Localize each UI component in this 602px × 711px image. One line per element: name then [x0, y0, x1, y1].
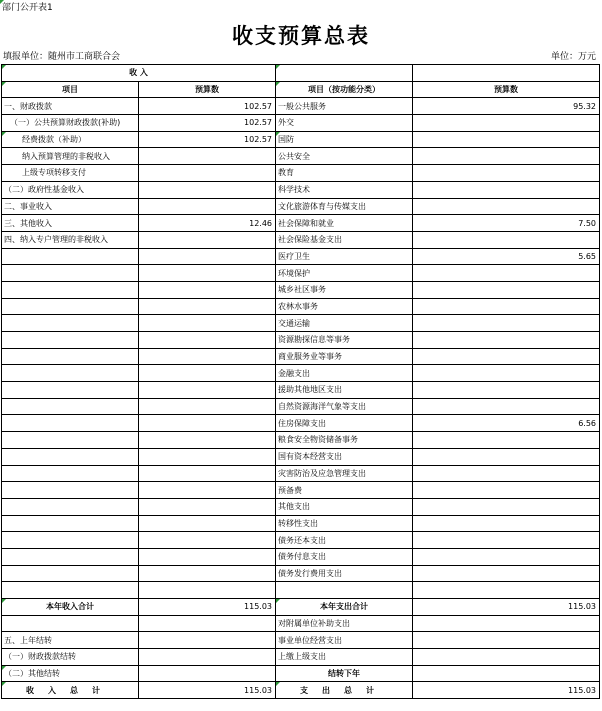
currency-unit: 单位：万元	[550, 52, 596, 62]
income-item-cell	[2, 448, 139, 465]
income-item-cell: （二）其他结转	[2, 665, 139, 682]
expense-item-cell: 上缴上级支出	[276, 649, 413, 666]
income-budget-cell	[139, 382, 276, 399]
income-grand-total-value: 115.03	[139, 682, 276, 699]
expense-budget-cell	[413, 448, 600, 465]
income-item-cell	[2, 265, 139, 282]
expense-item-cell: 社会保险基金支出	[276, 231, 413, 248]
income-item-cell	[2, 315, 139, 332]
header-row-group	[2, 65, 600, 82]
table-row	[2, 415, 600, 432]
income-budget-cell	[139, 148, 276, 165]
income-item-cell: 上级专项转移支付	[2, 165, 139, 182]
income-item-cell	[2, 548, 139, 565]
expense-budget-cell	[413, 632, 600, 649]
expense-budget-cell	[413, 382, 600, 399]
grand-total-row	[2, 682, 600, 699]
income-budget-cell: 102.57	[139, 115, 276, 132]
income-budget-cell	[139, 265, 276, 282]
table-row	[2, 131, 600, 148]
expense-item-cell: 科学技术	[276, 181, 413, 198]
expense-blank-header-2	[413, 65, 600, 82]
table-row	[2, 398, 600, 415]
income-item-cell	[2, 248, 139, 265]
expense-budget-cell: 95.32	[413, 98, 600, 115]
expense-item-cell: 国有资本经营支出	[276, 448, 413, 465]
expense-item-cell: 住房保障支出	[276, 415, 413, 432]
expense-item-cell: 债务付息支出	[276, 548, 413, 565]
income-item-cell	[2, 565, 139, 582]
expense-budget-cell	[413, 365, 600, 382]
income-item-cell	[2, 415, 139, 432]
income-year-total-value: 115.03	[139, 599, 276, 616]
income-item-cell	[2, 332, 139, 349]
expense-budget-cell	[413, 231, 600, 248]
income-item-cell: （一）公共预算财政拨款(补助)	[2, 115, 139, 132]
expense-budget-cell: 5.65	[413, 248, 600, 265]
income-budget-cell	[139, 532, 276, 549]
expense-item-cell: 灾害防治及应急管理支出	[276, 465, 413, 482]
expense-budget-cell	[413, 298, 600, 315]
table-row	[2, 248, 600, 265]
table-row	[2, 665, 600, 682]
expense-blank-header	[276, 65, 413, 82]
expense-item-cell: 债务发行费用支出	[276, 565, 413, 582]
expense-budget-header: 预算数	[413, 81, 600, 98]
expense-item-cell: 农林水事务	[276, 298, 413, 315]
expense-budget-cell	[413, 148, 600, 165]
expense-budget-cell	[413, 498, 600, 515]
table-row	[2, 198, 600, 215]
expense-budget-cell	[413, 649, 600, 666]
expense-budget-cell	[413, 482, 600, 499]
table-row	[2, 165, 600, 182]
table-row	[2, 582, 600, 599]
table-row	[2, 482, 600, 499]
expense-item-cell: 商业服务业等事务	[276, 348, 413, 365]
income-item-header: 项目	[2, 81, 139, 98]
table-row	[2, 432, 600, 449]
table-row	[2, 515, 600, 532]
income-budget-cell	[139, 465, 276, 482]
expense-budget-cell	[413, 348, 600, 365]
income-budget-cell	[139, 281, 276, 298]
income-item-cell	[2, 498, 139, 515]
expense-budget-cell	[413, 315, 600, 332]
year-total-row	[2, 599, 600, 616]
expense-budget-cell	[413, 181, 600, 198]
expense-budget-cell	[413, 465, 600, 482]
income-item-cell	[2, 532, 139, 549]
income-budget-cell: 102.57	[139, 131, 276, 148]
expense-item-cell: 医疗卫生	[276, 248, 413, 265]
income-item-cell: 二、事业收入	[2, 198, 139, 215]
expense-grand-total-value: 115.03	[413, 682, 600, 699]
expense-budget-cell	[413, 198, 600, 215]
income-item-cell: 三、其他收入	[2, 215, 139, 232]
income-item-cell: （一）财政拨款结转	[2, 649, 139, 666]
income-grand-total-label: 收入总计	[2, 682, 139, 699]
income-item-cell: 纳入预算管理的非税收入	[2, 148, 139, 165]
income-budget-cell	[139, 548, 276, 565]
income-item-cell	[2, 281, 139, 298]
expense-budget-cell	[413, 432, 600, 449]
table-row	[2, 181, 600, 198]
expense-item-cell	[276, 582, 413, 599]
expense-item-cell: 结转下年	[276, 665, 413, 682]
table-row	[2, 115, 600, 132]
table-row	[2, 265, 600, 282]
income-budget-cell	[139, 482, 276, 499]
income-budget-cell	[139, 632, 276, 649]
table-row	[2, 281, 600, 298]
expense-item-cell: 事业单位经营支出	[276, 632, 413, 649]
page-title: 收支预算总表	[232, 23, 370, 48]
expense-budget-cell	[413, 165, 600, 182]
expense-budget-cell	[413, 515, 600, 532]
expense-budget-cell	[413, 548, 600, 565]
expense-budget-cell	[413, 332, 600, 349]
expense-item-cell: 预备费	[276, 482, 413, 499]
income-item-cell	[2, 398, 139, 415]
income-item-cell	[2, 298, 139, 315]
budget-table	[1, 64, 600, 699]
table-row	[2, 332, 600, 349]
income-budget-cell	[139, 298, 276, 315]
header-row-columns	[2, 81, 600, 98]
expense-budget-cell	[413, 565, 600, 582]
income-budget-cell	[139, 565, 276, 582]
table-row	[2, 565, 600, 582]
table-row	[2, 315, 600, 332]
expense-item-cell: 国防	[276, 131, 413, 148]
table-row	[2, 298, 600, 315]
income-budget-cell	[139, 649, 276, 666]
income-group-header: 收 入	[2, 65, 276, 82]
expense-budget-cell: 6.56	[413, 415, 600, 432]
expense-item-cell: 交通运输	[276, 315, 413, 332]
income-budget-cell	[139, 498, 276, 515]
income-item-cell	[2, 482, 139, 499]
income-budget-cell	[139, 198, 276, 215]
income-item-cell	[2, 515, 139, 532]
income-item-cell	[2, 348, 139, 365]
table-row	[2, 448, 600, 465]
income-budget-cell	[139, 448, 276, 465]
expense-item-header: 项目（按功能分类）	[276, 81, 413, 98]
income-budget-cell	[139, 615, 276, 632]
expense-budget-cell	[413, 131, 600, 148]
expense-item-cell: 债务还本支出	[276, 532, 413, 549]
expense-budget-cell	[413, 115, 600, 132]
expense-grand-total-label: 支出总计	[276, 682, 413, 699]
income-budget-cell	[139, 165, 276, 182]
expense-year-total-label: 本年支出合计	[276, 599, 413, 616]
expense-item-cell: 公共安全	[276, 148, 413, 165]
income-budget-cell	[139, 415, 276, 432]
expense-budget-cell	[413, 532, 600, 549]
income-item-cell	[2, 432, 139, 449]
expense-budget-cell	[413, 281, 600, 298]
table-row	[2, 365, 600, 382]
expense-item-cell: 转移性支出	[276, 515, 413, 532]
income-budget-cell: 102.57	[139, 98, 276, 115]
table-row	[2, 632, 600, 649]
income-item-cell	[2, 382, 139, 399]
expense-item-cell: 环境保护	[276, 265, 413, 282]
table-row	[2, 649, 600, 666]
income-item-cell: 一、财政拨款	[2, 98, 139, 115]
income-budget-cell	[139, 665, 276, 682]
expense-item-cell: 教育	[276, 165, 413, 182]
expense-item-cell: 其他支出	[276, 498, 413, 515]
table-row	[2, 382, 600, 399]
table-row	[2, 215, 600, 232]
income-item-cell	[2, 365, 139, 382]
expense-item-cell: 自然资源海洋气象等支出	[276, 398, 413, 415]
expense-budget-cell	[413, 615, 600, 632]
expense-item-cell: 文化旅游体育与传媒支出	[276, 198, 413, 215]
income-budget-cell	[139, 348, 276, 365]
table-row	[2, 98, 600, 115]
table-row	[2, 348, 600, 365]
expense-budget-cell	[413, 582, 600, 599]
expense-year-total-value: 115.03	[413, 599, 600, 616]
income-item-cell: 经费拨款（补助）	[2, 131, 139, 148]
income-budget-cell: 12.46	[139, 215, 276, 232]
income-budget-cell	[139, 181, 276, 198]
table-row	[2, 532, 600, 549]
income-item-cell	[2, 582, 139, 599]
table-row	[2, 548, 600, 565]
income-budget-cell	[139, 248, 276, 265]
expense-item-cell: 城乡社区事务	[276, 281, 413, 298]
income-budget-cell	[139, 582, 276, 599]
table-row	[2, 148, 600, 165]
expense-budget-cell	[413, 398, 600, 415]
table-row	[2, 465, 600, 482]
expense-item-cell: 对附属单位补助支出	[276, 615, 413, 632]
expense-item-cell: 金融支出	[276, 365, 413, 382]
income-item-cell	[2, 465, 139, 482]
table-row	[2, 615, 600, 632]
expense-item-cell: 外交	[276, 115, 413, 132]
expense-budget-cell: 7.50	[413, 215, 600, 232]
expense-budget-cell	[413, 265, 600, 282]
table-row	[2, 231, 600, 248]
income-item-cell: 五、上年结转	[2, 632, 139, 649]
expense-item-cell: 社会保障和就业	[276, 215, 413, 232]
expense-item-cell: 援助其他地区支出	[276, 382, 413, 399]
income-budget-cell	[139, 398, 276, 415]
income-year-total-label: 本年收入合计	[2, 599, 139, 616]
income-item-cell: （二）政府性基金收入	[2, 181, 139, 198]
income-budget-cell	[139, 515, 276, 532]
expense-budget-cell	[413, 665, 600, 682]
expense-item-cell: 一般公共服务	[276, 98, 413, 115]
income-budget-header: 预算数	[139, 81, 276, 98]
table-row	[2, 498, 600, 515]
income-item-cell: 四、纳入专户管理的非税收入	[2, 231, 139, 248]
income-budget-cell	[139, 315, 276, 332]
income-budget-cell	[139, 365, 276, 382]
expense-item-cell: 资源勘探信息等事务	[276, 332, 413, 349]
income-budget-cell	[139, 432, 276, 449]
table-number-label: 部门公开表1	[2, 3, 53, 13]
income-budget-cell	[139, 231, 276, 248]
income-budget-cell	[139, 332, 276, 349]
reporting-unit: 填报单位：随州市工商联合会	[3, 52, 121, 62]
income-item-cell	[2, 615, 139, 632]
expense-item-cell: 粮食安全物资储备事务	[276, 432, 413, 449]
